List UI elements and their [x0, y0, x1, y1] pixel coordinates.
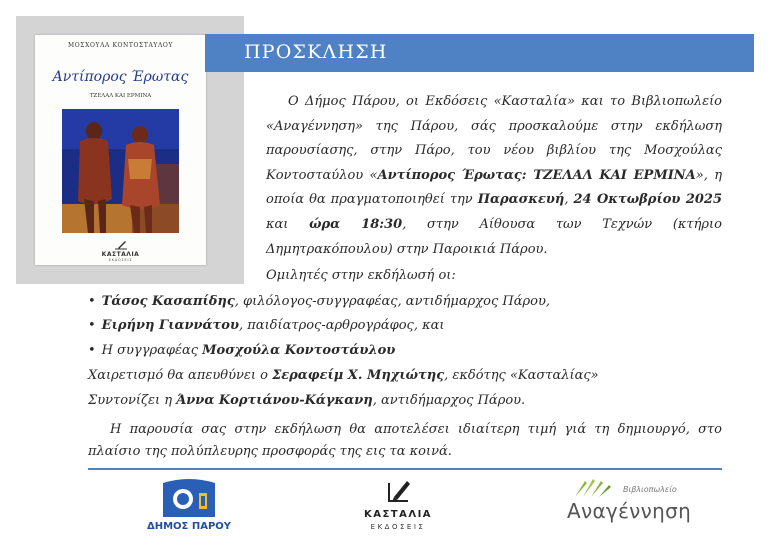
- anagennisi-logo: [563, 475, 703, 535]
- event-date: 24 Οκτωβρίου 2025: [573, 192, 722, 208]
- greeting-line: [88, 368, 599, 383]
- pen-inkwell-icon: [386, 475, 412, 505]
- intro-text: Ο Δήμος Πάρου, οι Εκδόσεις «Κασταλία» και το Βιβλιοπωλείο «Αναγέννηση» της Πάρου, σάς προσκαλούμε στην εκδήλωση παρουσίασης, στην Πάρο, του νέου βιβλίου της Μοσχούλας Κοντοσταύλου «: [266, 94, 722, 183]
- bullet-icon: •: [88, 318, 96, 333]
- kastalia-pen-icon: [113, 239, 129, 251]
- kastalia-sub: ΕΚΔΟΣΕΙΣ: [370, 523, 426, 531]
- intro-text: », η οποία θα πραγματοποιηθεί την: [266, 167, 722, 208]
- speaker-desc: , φιλόλογος-συγγραφέας, αντιδήμαρχος Πάρου,: [234, 294, 550, 309]
- kastalia-logo: [350, 473, 446, 543]
- anagennisi-small: Βιβλιοπωλείο: [623, 485, 677, 494]
- intro-text: και: [266, 216, 310, 232]
- dimos-parou-logo: [141, 475, 237, 539]
- book-publisher: ΚΑΣΤΑΛΙΑ: [101, 251, 140, 258]
- intro-text: ,: [564, 192, 574, 208]
- greeting-name: Σεραφείμ Χ. Μηχιώτης: [272, 368, 445, 383]
- banner-title: ΠΡΟΣΚΛΗΣΗ: [244, 41, 388, 63]
- speaker-prefix: Η συγγραφέας: [101, 343, 203, 358]
- dimos-emblem-icon: [161, 479, 217, 519]
- book-title-text: Αντίπορος Έρωτας: ΤΖΕΛΑΛ ΚΑΙ ΕΡΜΙΝΑ: [377, 167, 696, 183]
- speaker-item: [88, 294, 550, 309]
- greeting-text: , εκδότης «Κασταλίας»: [444, 368, 599, 383]
- bullet-icon: •: [88, 294, 96, 309]
- anagennisi-name: Αναγέννηση: [567, 499, 692, 523]
- intro-text: , στην Αίθουσα των Τεχνών (κτήριο Δημητρακόπουλου) στην Παροικιά Πάρου.: [266, 216, 722, 257]
- greeting-text: Χαιρετισμό θα απευθύνει ο: [88, 368, 273, 383]
- intro-paragraph: [266, 90, 722, 262]
- book-cover-painting: [62, 109, 179, 233]
- divider: [88, 468, 722, 470]
- closing-text: Η παρουσία σας στην εκδήλωση θα αποτελέσει ιδιαίτερη τιμή γιά τη δημιουργό, στο πλαίσιο της πολύπλευρης προσφοράς της εις τα κοινά.: [88, 422, 722, 459]
- dimos-name: ΔΗΜΟΣ ΠΑΡΟΥ: [146, 521, 232, 532]
- bullet-icon: •: [88, 343, 96, 358]
- closing-paragraph: [88, 419, 722, 463]
- coordinator-line: [88, 393, 525, 408]
- event-time: ώρα 18:30: [309, 216, 403, 232]
- speaker-item: [88, 343, 395, 358]
- book-publisher-sub: ΕΚΔΟΣΕΙΣ: [108, 258, 133, 262]
- book-author: ΜΟΣΧΟΥΛΑ ΚΟΝΤΟΣΤΑΥΛΟΥ: [68, 42, 173, 49]
- book-subtitle: ΤΖΕΛΑΛ ΚΑΙ ΕΡΜΙΝΑ: [89, 93, 152, 99]
- speaker-name: Ειρήνη Γιαννάτου: [101, 318, 239, 333]
- speaker-name: Μοσχούλα Κοντοστάυλου: [202, 343, 396, 358]
- book-cover: [35, 35, 206, 265]
- speaker-desc: , παιδίατρος-αρθρογράφος, και: [238, 318, 445, 333]
- event-day: Παρασκευή: [477, 192, 565, 208]
- sun-rays-icon: [571, 477, 617, 499]
- invitation-banner: [205, 34, 754, 72]
- coordinator-text: Συντονίζει η: [88, 393, 177, 408]
- coordinator-name: Άννα Κορτιάνου-Κάγκανη: [176, 393, 373, 408]
- kastalia-name: ΚΑΣΤΑΛΙΑ: [363, 509, 433, 520]
- speaker-item: [88, 318, 445, 333]
- coordinator-text: , αντιδήμαρχος Πάρου.: [372, 393, 526, 408]
- speakers-heading: Ομιλητές στην εκδήλωσή οι:: [266, 268, 456, 283]
- book-title: Αντίπορος Έρωτας: [52, 69, 189, 85]
- speaker-name: Τάσος Κασαπίδης: [101, 294, 235, 309]
